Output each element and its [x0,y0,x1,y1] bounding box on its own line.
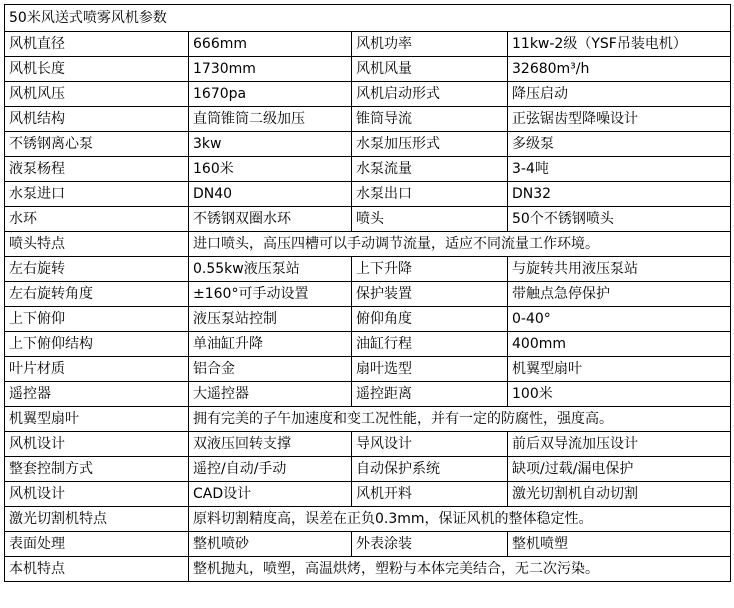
param-value: 0.55kw液压泵站 [189,257,352,282]
param-label: 水环 [5,207,189,232]
param-label: 喷头特点 [5,232,189,257]
param-value: DN32 [508,182,731,207]
param-label: 遥控器 [5,382,189,407]
param-label: 风机设计 [5,482,189,507]
param-value: 不锈钢双圈水环 [189,207,352,232]
param-label: 风机功率 [352,32,508,57]
param-label: 风机开料 [352,482,508,507]
param-value: 机翼型扇叶 [508,357,731,382]
param-description: 原料切割精度高，误差在正负0.3mm，保证风机的整体稳定性。 [189,507,731,532]
param-description: 进口喷头，高压四槽可以手动调节流量，适应不同流量工作环境。 [189,232,731,257]
param-value: 3kw [189,132,352,157]
param-value: ±160°可手动设置 [189,282,352,307]
table-row [5,532,731,557]
param-label: 本机特点 [5,557,189,582]
param-value: 带触点急停保护 [508,282,731,307]
param-value: 666mm [189,32,352,57]
param-label: 水泵加压形式 [352,132,508,157]
table-row [5,157,731,182]
table-row [5,382,731,407]
spec-table [4,4,731,582]
param-value: 160米 [189,157,352,182]
param-label: 上下升降 [352,257,508,282]
table-row [5,182,731,207]
param-label: 不锈钢离心泵 [5,132,189,157]
param-value: 液压泵站控制 [189,307,352,332]
param-label: 风机结构 [5,107,189,132]
param-label: 表面处理 [5,532,189,557]
param-label: 左右旋转角度 [5,282,189,307]
param-label: 整套控制方式 [5,457,189,482]
table-row [5,282,731,307]
table-row [5,407,731,432]
param-label: 风机设计 [5,432,189,457]
param-label: 激光切割机特点 [5,507,189,532]
param-value: 直筒锥筒二级加压 [189,107,352,132]
param-value: 大遥控器 [189,382,352,407]
param-value: 1730mm [189,57,352,82]
param-value: 降压启动 [508,82,731,107]
table-row [5,557,731,582]
param-label: 保护装置 [352,282,508,307]
table-row [5,507,731,532]
param-label: 风机启动形式 [352,82,508,107]
param-value: 缺项/过载/漏电保护 [508,457,731,482]
param-label: 自动保护系统 [352,457,508,482]
title-row [5,5,731,32]
param-value: 遥控/自动/手动 [189,457,352,482]
table-row [5,307,731,332]
table-row [5,132,731,157]
param-label: 上下俯仰 [5,307,189,332]
param-label: 俯仰角度 [352,307,508,332]
table-row [5,232,731,257]
param-value: 多级泵 [508,132,731,157]
param-value: 前后双导流加压设计 [508,432,731,457]
param-value: 激光切割机自动切割 [508,482,731,507]
table-row [5,482,731,507]
param-value: 整机喷塑 [508,532,731,557]
table-row [5,32,731,57]
param-label: 遥控距离 [352,382,508,407]
param-value: 32680m³/h [508,57,731,82]
param-value: 双液压回转支撑 [189,432,352,457]
param-description: 拥有完美的子午加速度和变工况性能，并有一定的防腐性，强度高。 [189,407,731,432]
param-value: 3-4吨 [508,157,731,182]
param-value: 单油缸升降 [189,332,352,357]
param-value: 1670pa [189,82,352,107]
param-label: 水泵出口 [352,182,508,207]
param-label: 上下俯仰结构 [5,332,189,357]
param-label: 风机风压 [5,82,189,107]
table-row [5,82,731,107]
param-label: 喷头 [352,207,508,232]
param-value: DN40 [189,182,352,207]
table-title: 50米风送式喷雾风机参数 [5,5,731,32]
table-row [5,457,731,482]
param-description: 整机抛丸，喷塑，高温烘烤，塑粉与本体完美结合，无二次污染。 [189,557,731,582]
param-label: 左右旋转 [5,257,189,282]
param-value: 正弦锯齿型降噪设计 [508,107,731,132]
param-value: 0-40° [508,307,731,332]
table-row [5,207,731,232]
param-label: 导风设计 [352,432,508,457]
param-value: CAD设计 [189,482,352,507]
param-value: 11kw-2级（YSF吊装电机） [508,32,731,57]
param-value: 整机喷砂 [189,532,352,557]
param-label: 水泵流量 [352,157,508,182]
param-value: 100米 [508,382,731,407]
param-label: 外表涂装 [352,532,508,557]
param-label: 叶片材质 [5,357,189,382]
param-label: 水泵进口 [5,182,189,207]
param-label: 风机风量 [352,57,508,82]
param-label: 机翼型扇叶 [5,407,189,432]
param-value: 400mm [508,332,731,357]
param-value: 50个不锈钢喷头 [508,207,731,232]
param-value: 与旋转共用液压泵站 [508,257,731,282]
param-label: 锥筒导流 [352,107,508,132]
table-row [5,332,731,357]
table-row [5,257,731,282]
table-row [5,57,731,82]
param-label: 液泵杨程 [5,157,189,182]
param-label: 扇叶选型 [352,357,508,382]
param-label: 油缸行程 [352,332,508,357]
param-label: 风机长度 [5,57,189,82]
param-value: 铝合金 [189,357,352,382]
table-row [5,432,731,457]
param-label: 风机直径 [5,32,189,57]
spec-table-body [5,5,731,582]
table-row [5,357,731,382]
table-row [5,107,731,132]
